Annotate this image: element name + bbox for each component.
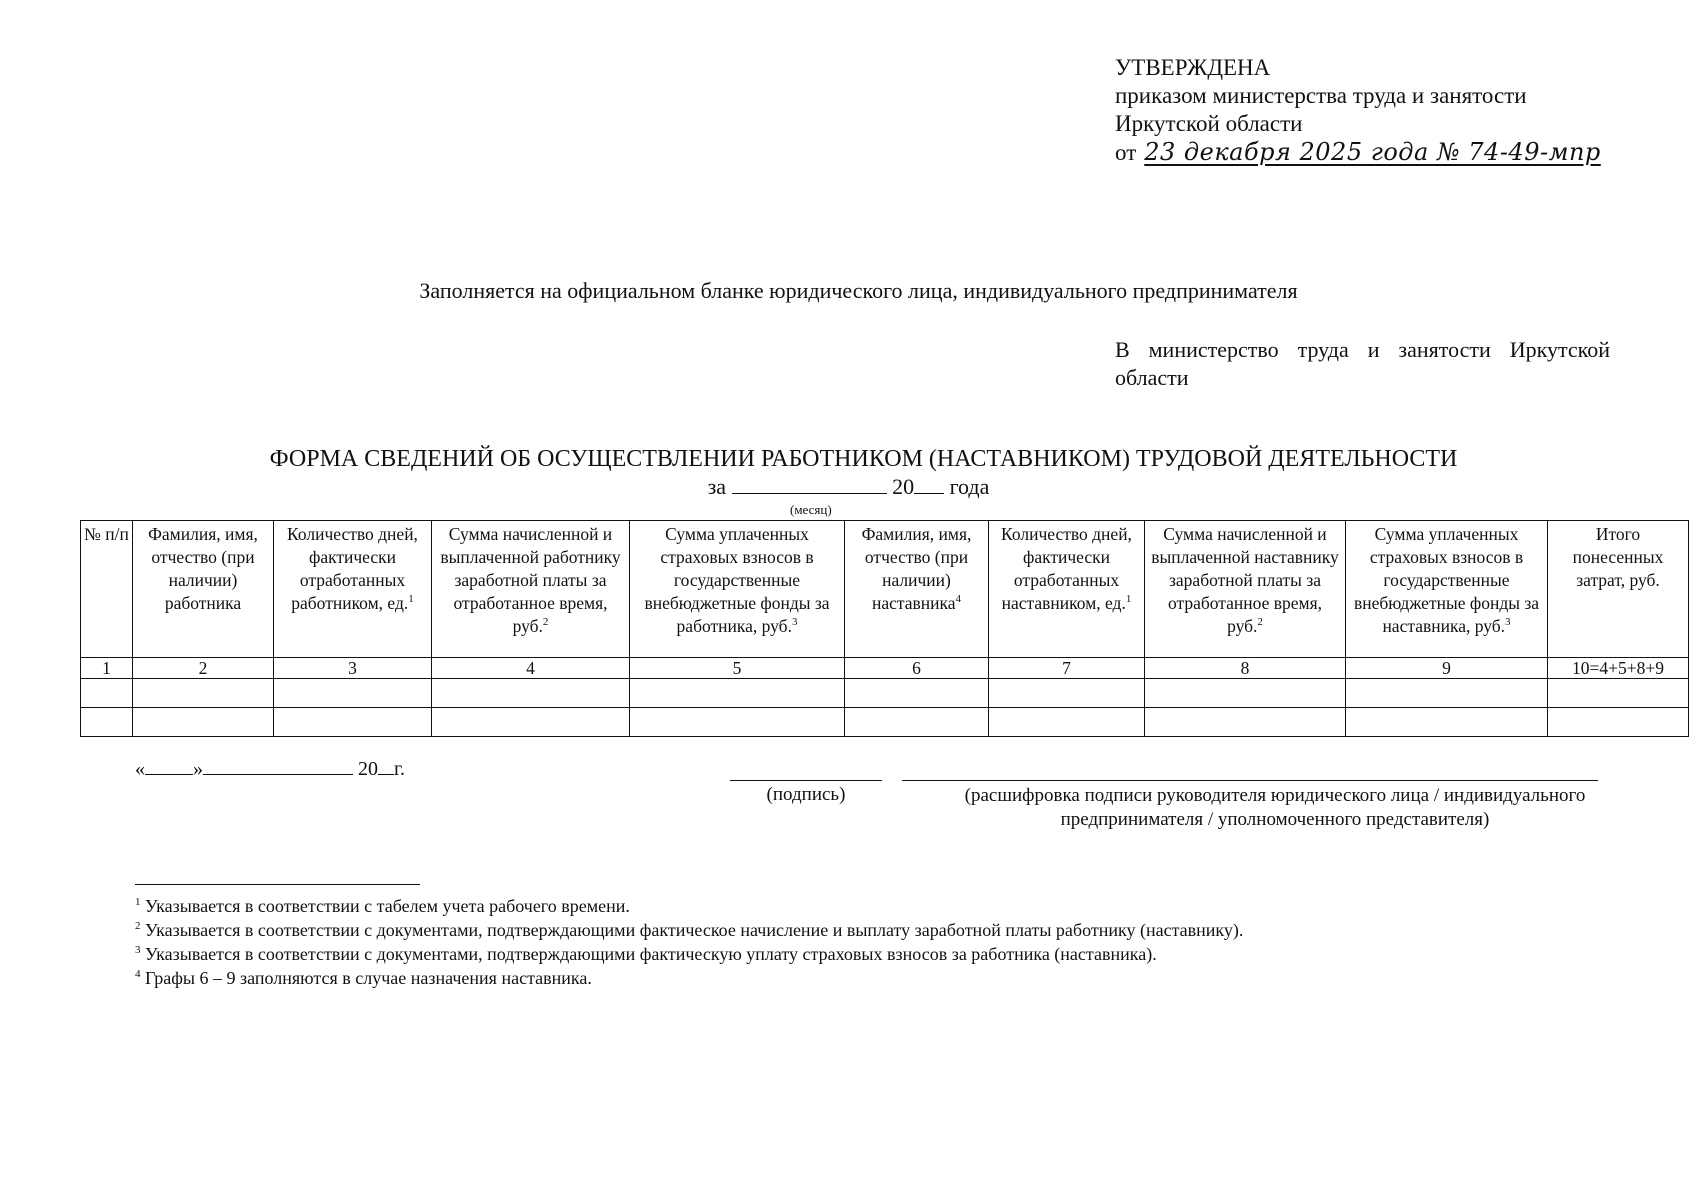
signature-date: « » 20 г.: [135, 758, 405, 780]
signature-decode-line[interactable]: [902, 780, 1598, 781]
approval-block: [1115, 54, 1601, 167]
table-cell[interactable]: [81, 708, 133, 737]
column-number: 6: [845, 658, 989, 679]
column-number: 8: [1145, 658, 1346, 679]
month-hint: (месяц): [790, 502, 832, 517]
year-blank[interactable]: [914, 475, 944, 494]
table-cell[interactable]: [274, 708, 432, 737]
table-cell[interactable]: [989, 708, 1145, 737]
column-number: 9: [1346, 658, 1548, 679]
table-cell[interactable]: [1548, 708, 1689, 737]
table-cell[interactable]: [1548, 679, 1689, 708]
blank-note: Заполняется на официальном бланке юридического лица, индивидуального предпринимателя: [419, 278, 1298, 303]
footnote: $^1$ Указывается в соответствии с табелем учета рабочего времени.: [135, 896, 630, 916]
period-year: 20: [892, 474, 915, 499]
footnote-ref: 3: [1505, 616, 1511, 629]
column-header: Количество дней, фактически отработанных работником, ед.$^1$: [274, 521, 432, 658]
table-cell[interactable]: [432, 679, 630, 708]
signature-decode-caption: (расшифровка подписи руководителя юридического лица / индивидуального предпринимателя / уполномоченного представителя): [964, 785, 1586, 830]
footnote-ref: 2: [1257, 616, 1263, 629]
footnote: $^4$ Графы 6 – 9 заполняются в случае назначения наставника.: [135, 968, 592, 988]
approval-line-1: приказом министерства труда и занятости: [1115, 83, 1527, 108]
column-header: № п/п: [81, 521, 133, 658]
column-number: 10=4+5+8+9: [1548, 658, 1689, 679]
column-header: Сумма уплаченных страховых взносов в государственные внебюджетные фонды за работника, руб.$^3$: [630, 521, 845, 658]
footnote: $^3$ Указывается в соответствии с документами, подтверждающими фактическую уплату страховых взносов за работника (наставника).: [135, 944, 1157, 964]
form-title: ФОРМА СВЕДЕНИЙ ОБ ОСУЩЕСТВЛЕНИИ РАБОТНИКОМ (НАСТАВНИКОМ) ТРУДОВОЙ ДЕЯТЕЛЬНОСТИ: [269, 446, 1458, 472]
table-cell[interactable]: [989, 679, 1145, 708]
approval-from-label: от: [1115, 140, 1137, 165]
approval-heading: УТВЕРЖДЕНА: [1115, 55, 1271, 80]
footnote: $^2$ Указывается в соответствии с документами, подтверждающими фактическое начисление и выплату заработной платы работнику (наставнику).: [135, 920, 1244, 940]
table-cell[interactable]: [630, 679, 845, 708]
column-number: 4: [432, 658, 630, 679]
table-cell[interactable]: [133, 679, 274, 708]
column-number: 7: [989, 658, 1145, 679]
column-header: Сумма уплаченных страховых взносов в государственные внебюджетные фонды за наставника, руб.$^3$: [1346, 521, 1548, 658]
table-cell[interactable]: [432, 708, 630, 737]
footnote-divider: [135, 884, 420, 885]
table-cell[interactable]: [81, 679, 133, 708]
column-number: 2: [133, 658, 274, 679]
approval-line-2: Иркутской области: [1115, 111, 1303, 136]
column-number: 5: [630, 658, 845, 679]
table-cell[interactable]: [630, 708, 845, 737]
month-blank[interactable]: [732, 475, 887, 494]
footnote-ref: 1: [408, 593, 414, 606]
period-suffix: года: [949, 474, 990, 499]
table-cell[interactable]: [1145, 679, 1346, 708]
footnote-ref: 4: [955, 593, 962, 606]
column-number: 1: [81, 658, 133, 679]
table-cell[interactable]: [1346, 679, 1548, 708]
column-header: Сумма начисленной и выплаченной наставнику заработной платы за отработанное время, руб.$^2$: [1145, 521, 1346, 658]
signature-caption: (подпись): [766, 784, 846, 805]
table-row: [81, 679, 1689, 708]
table-cell[interactable]: [1346, 708, 1548, 737]
period-line: [0, 474, 1697, 500]
month-blank-signature[interactable]: [203, 758, 353, 775]
data-table: [80, 520, 1689, 737]
day-blank[interactable]: [145, 758, 193, 775]
addressee: В министерство труда и занятости Иркутской области: [1115, 337, 1610, 390]
table-cell[interactable]: [845, 679, 989, 708]
period-prefix: за: [707, 474, 727, 499]
footnotes: [135, 894, 1243, 990]
approval-date-line: [1115, 138, 1601, 167]
table-cell[interactable]: [845, 708, 989, 737]
column-header: Количество дней, фактически отработанных наставником, ед.$^1$: [989, 521, 1145, 658]
column-header: Итого понесенных затрат, руб.: [1548, 521, 1689, 658]
column-number-row: [81, 658, 1689, 679]
table-cell[interactable]: [274, 679, 432, 708]
table-cell[interactable]: [133, 708, 274, 737]
column-number: 3: [274, 658, 432, 679]
handwritten-order-date: 23 декабря 2025 года № 74-49-мпр: [1144, 138, 1601, 166]
footnote-ref: 1: [1125, 593, 1132, 606]
table-header-row: [81, 521, 1689, 658]
column-header: Сумма начисленной и выплаченной работнику заработной платы за отработанное время, руб.$^2$: [432, 521, 630, 658]
table-cell[interactable]: [1145, 708, 1346, 737]
column-header: Фамилия, имя, отчество (при наличии) наставника$^4$: [845, 521, 989, 658]
column-header: Фамилия, имя, отчество (при наличии) работника: [133, 521, 274, 658]
footnote-ref: 3: [791, 616, 798, 629]
footnote-ref: 2: [542, 616, 549, 629]
year-blank-signature[interactable]: [378, 758, 394, 775]
table-row: [81, 708, 1689, 737]
signature-line[interactable]: [730, 780, 882, 781]
